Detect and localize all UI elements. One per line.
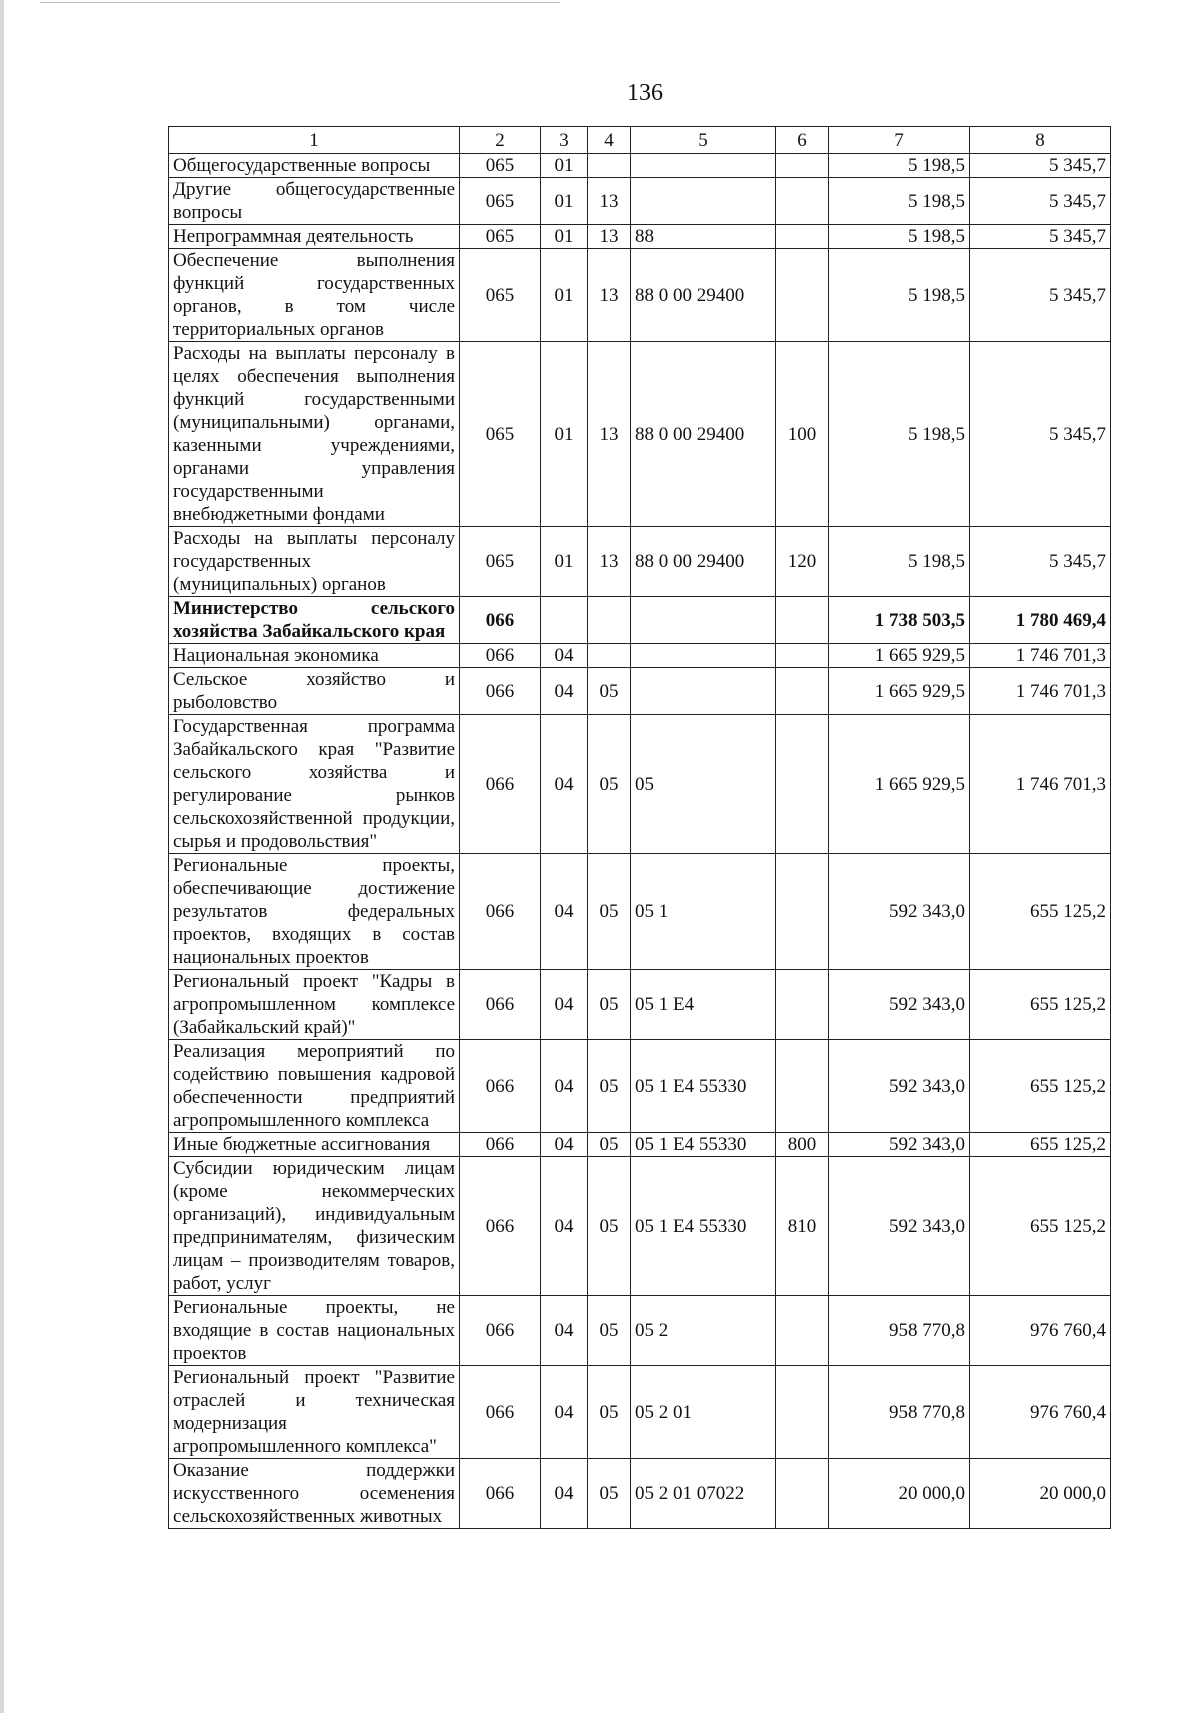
row-rz: 01 — [541, 342, 588, 527]
row-amount-col8: 1 780 469,4 — [970, 597, 1111, 644]
row-rz: 04 — [541, 1296, 588, 1366]
row-ved: 065 — [460, 249, 541, 342]
row-amount-col8: 976 760,4 — [970, 1366, 1111, 1459]
row-amount-col8: 5 345,7 — [970, 178, 1111, 225]
row-amount-col7: 1 665 929,5 — [829, 668, 970, 715]
row-rz: 04 — [541, 854, 588, 970]
row-vr: 810 — [776, 1157, 829, 1296]
row-pr: 05 — [588, 1366, 631, 1459]
row-amount-col8: 1 746 701,3 — [970, 715, 1111, 854]
row-pr: 05 — [588, 1157, 631, 1296]
row-pr: 05 — [588, 715, 631, 854]
row-name: Оказание поддержки искусственного осеменения сельскохозяйственных животных — [169, 1459, 460, 1529]
row-vr — [776, 1040, 829, 1133]
row-amount-col8: 5 345,7 — [970, 154, 1111, 178]
row-name: Региональный проект "Кадры в агропромышленном комплексе (Забайкальский край)" — [169, 970, 460, 1040]
table-row — [169, 1133, 1111, 1157]
row-name: Иные бюджетные ассигнования — [169, 1133, 460, 1157]
table-row — [169, 854, 1111, 970]
row-vr — [776, 1459, 829, 1529]
table-row — [169, 527, 1111, 597]
row-ved: 065 — [460, 527, 541, 597]
row-ved: 066 — [460, 644, 541, 668]
column-header: 6 — [776, 127, 829, 154]
row-name: Региональные проекты, обеспечивающие достижение результатов федеральных проектов, входящих в состав национальных проектов — [169, 854, 460, 970]
row-vr — [776, 597, 829, 644]
row-amount-col7: 592 343,0 — [829, 1040, 970, 1133]
row-amount-col8: 655 125,2 — [970, 1133, 1111, 1157]
row-ved: 066 — [460, 668, 541, 715]
row-amount-col7: 1 665 929,5 — [829, 715, 970, 854]
row-vr: 120 — [776, 527, 829, 597]
column-header: 7 — [829, 127, 970, 154]
row-ved: 066 — [460, 854, 541, 970]
row-rz — [541, 597, 588, 644]
row-pr — [588, 154, 631, 178]
row-csr: 05 1 E4 55330 — [631, 1133, 776, 1157]
row-rz: 01 — [541, 225, 588, 249]
row-rz: 04 — [541, 1133, 588, 1157]
row-pr: 05 — [588, 1133, 631, 1157]
table-row — [169, 1040, 1111, 1133]
row-amount-col8: 20 000,0 — [970, 1459, 1111, 1529]
row-csr — [631, 154, 776, 178]
row-amount-col7: 5 198,5 — [829, 178, 970, 225]
column-header: 8 — [970, 127, 1111, 154]
row-rz: 04 — [541, 1157, 588, 1296]
row-amount-col8: 5 345,7 — [970, 527, 1111, 597]
table-row — [169, 1157, 1111, 1296]
table-row — [169, 644, 1111, 668]
row-pr: 05 — [588, 970, 631, 1040]
row-ved: 065 — [460, 178, 541, 225]
row-pr: 05 — [588, 668, 631, 715]
table-row — [169, 154, 1111, 178]
row-rz: 01 — [541, 154, 588, 178]
row-vr: 800 — [776, 1133, 829, 1157]
row-name: Министерство сельского хозяйства Забайкальского края — [169, 597, 460, 644]
row-amount-col8: 1 746 701,3 — [970, 644, 1111, 668]
row-pr: 05 — [588, 1459, 631, 1529]
table-row — [169, 225, 1111, 249]
row-amount-col7: 592 343,0 — [829, 854, 970, 970]
row-pr — [588, 597, 631, 644]
row-ved: 066 — [460, 1366, 541, 1459]
row-vr — [776, 178, 829, 225]
row-pr: 13 — [588, 342, 631, 527]
row-amount-col7: 1 738 503,5 — [829, 597, 970, 644]
row-ved: 066 — [460, 1157, 541, 1296]
row-csr: 05 1 E4 55330 — [631, 1040, 776, 1133]
row-pr: 05 — [588, 1296, 631, 1366]
row-name: Региональные проекты, не входящие в состав национальных проектов — [169, 1296, 460, 1366]
column-header: 1 — [169, 127, 460, 154]
row-amount-col7: 5 198,5 — [829, 249, 970, 342]
row-csr — [631, 668, 776, 715]
row-ved: 065 — [460, 225, 541, 249]
row-vr — [776, 1296, 829, 1366]
table-row — [169, 597, 1111, 644]
table-row — [169, 970, 1111, 1040]
table-row — [169, 1366, 1111, 1459]
row-csr: 05 1 — [631, 854, 776, 970]
row-vr — [776, 715, 829, 854]
row-amount-col7: 5 198,5 — [829, 225, 970, 249]
table-row — [169, 1459, 1111, 1529]
row-pr: 13 — [588, 249, 631, 342]
row-csr: 05 1 E4 55330 — [631, 1157, 776, 1296]
row-csr — [631, 178, 776, 225]
row-csr: 05 1 E4 — [631, 970, 776, 1040]
row-name: Другие общегосударственные вопросы — [169, 178, 460, 225]
row-name: Непрограммная деятельность — [169, 225, 460, 249]
row-amount-col7: 1 665 929,5 — [829, 644, 970, 668]
row-rz: 01 — [541, 249, 588, 342]
row-ved: 066 — [460, 715, 541, 854]
row-vr — [776, 1366, 829, 1459]
row-amount-col7: 20 000,0 — [829, 1459, 970, 1529]
table-row — [169, 342, 1111, 527]
row-pr: 13 — [588, 225, 631, 249]
row-amount-col7: 592 343,0 — [829, 970, 970, 1040]
row-csr: 88 0 00 29400 — [631, 527, 776, 597]
scan-line — [40, 2, 560, 3]
budget-table — [168, 126, 1111, 1529]
row-ved: 066 — [460, 970, 541, 1040]
row-ved: 065 — [460, 342, 541, 527]
row-amount-col7: 5 198,5 — [829, 342, 970, 527]
row-ved: 066 — [460, 597, 541, 644]
row-pr: 05 — [588, 854, 631, 970]
row-amount-col7: 958 770,8 — [829, 1366, 970, 1459]
row-pr — [588, 644, 631, 668]
row-name: Государственная программа Забайкальского края "Развитие сельского хозяйства и регулирование рынков сельскохозяйственной продукции, сырья и продовольствия" — [169, 715, 460, 854]
row-csr: 88 0 00 29400 — [631, 249, 776, 342]
row-name: Реализация мероприятий по содействию повышения кадровой обеспеченности предприятий агропромышленного комплекса — [169, 1040, 460, 1133]
row-amount-col8: 5 345,7 — [970, 249, 1111, 342]
row-amount-col8: 5 345,7 — [970, 225, 1111, 249]
column-header: 3 — [541, 127, 588, 154]
row-name: Расходы на выплаты персоналу в целях обеспечения выполнения функций государственными (муниципальными) органами, казенными учреждениями, органами управления государственными внебюджетными фондами — [169, 342, 460, 527]
row-name: Обеспечение выполнения функций государственных органов, в том числе территориальных органов — [169, 249, 460, 342]
row-rz: 04 — [541, 715, 588, 854]
row-rz: 04 — [541, 970, 588, 1040]
table-row — [169, 178, 1111, 225]
row-csr: 88 — [631, 225, 776, 249]
row-rz: 04 — [541, 644, 588, 668]
table-row — [169, 249, 1111, 342]
row-ved: 066 — [460, 1296, 541, 1366]
row-rz: 04 — [541, 1366, 588, 1459]
row-vr — [776, 970, 829, 1040]
row-pr: 13 — [588, 527, 631, 597]
row-name: Расходы на выплаты персоналу государственных (муниципальных) органов — [169, 527, 460, 597]
page-number: 136 — [627, 80, 663, 106]
row-csr: 05 2 01 — [631, 1366, 776, 1459]
row-name: Национальная экономика — [169, 644, 460, 668]
row-vr — [776, 154, 829, 178]
row-amount-col8: 976 760,4 — [970, 1296, 1111, 1366]
row-amount-col8: 1 746 701,3 — [970, 668, 1111, 715]
table-row — [169, 668, 1111, 715]
table-row — [169, 715, 1111, 854]
row-ved: 066 — [460, 1040, 541, 1133]
row-rz: 01 — [541, 178, 588, 225]
row-vr — [776, 668, 829, 715]
row-csr — [631, 597, 776, 644]
row-amount-col8: 655 125,2 — [970, 970, 1111, 1040]
row-csr: 05 — [631, 715, 776, 854]
row-vr — [776, 225, 829, 249]
row-ved: 065 — [460, 154, 541, 178]
row-vr — [776, 854, 829, 970]
row-amount-col8: 655 125,2 — [970, 854, 1111, 970]
row-ved: 066 — [460, 1459, 541, 1529]
row-amount-col8: 655 125,2 — [970, 1157, 1111, 1296]
row-amount-col7: 592 343,0 — [829, 1157, 970, 1296]
row-pr: 13 — [588, 178, 631, 225]
column-header: 5 — [631, 127, 776, 154]
row-rz: 01 — [541, 527, 588, 597]
row-rz: 04 — [541, 1459, 588, 1529]
row-amount-col7: 958 770,8 — [829, 1296, 970, 1366]
row-name: Сельское хозяйство и рыболовство — [169, 668, 460, 715]
row-rz: 04 — [541, 1040, 588, 1133]
column-header: 4 — [588, 127, 631, 154]
row-name: Субсидии юридическим лицам (кроме некоммерческих организаций), индивидуальным предпринимателям, физическим лицам – производителям товаров, работ, услуг — [169, 1157, 460, 1296]
row-ved: 066 — [460, 1133, 541, 1157]
row-vr — [776, 249, 829, 342]
row-csr: 05 2 01 07022 — [631, 1459, 776, 1529]
row-csr — [631, 644, 776, 668]
row-amount-col7: 5 198,5 — [829, 527, 970, 597]
row-amount-col8: 655 125,2 — [970, 1040, 1111, 1133]
row-vr: 100 — [776, 342, 829, 527]
scan-edge — [0, 0, 4, 1713]
row-csr: 88 0 00 29400 — [631, 342, 776, 527]
row-csr: 05 2 — [631, 1296, 776, 1366]
row-amount-col7: 5 198,5 — [829, 154, 970, 178]
column-header: 2 — [460, 127, 541, 154]
row-amount-col8: 5 345,7 — [970, 342, 1111, 527]
row-vr — [776, 644, 829, 668]
table-row — [169, 1296, 1111, 1366]
column-header-row — [169, 127, 1111, 154]
row-name: Общегосударственные вопросы — [169, 154, 460, 178]
row-pr: 05 — [588, 1040, 631, 1133]
row-rz: 04 — [541, 668, 588, 715]
row-name: Региональный проект "Развитие отраслей и техническая модернизация агропромышленного комплекса" — [169, 1366, 460, 1459]
row-amount-col7: 592 343,0 — [829, 1133, 970, 1157]
